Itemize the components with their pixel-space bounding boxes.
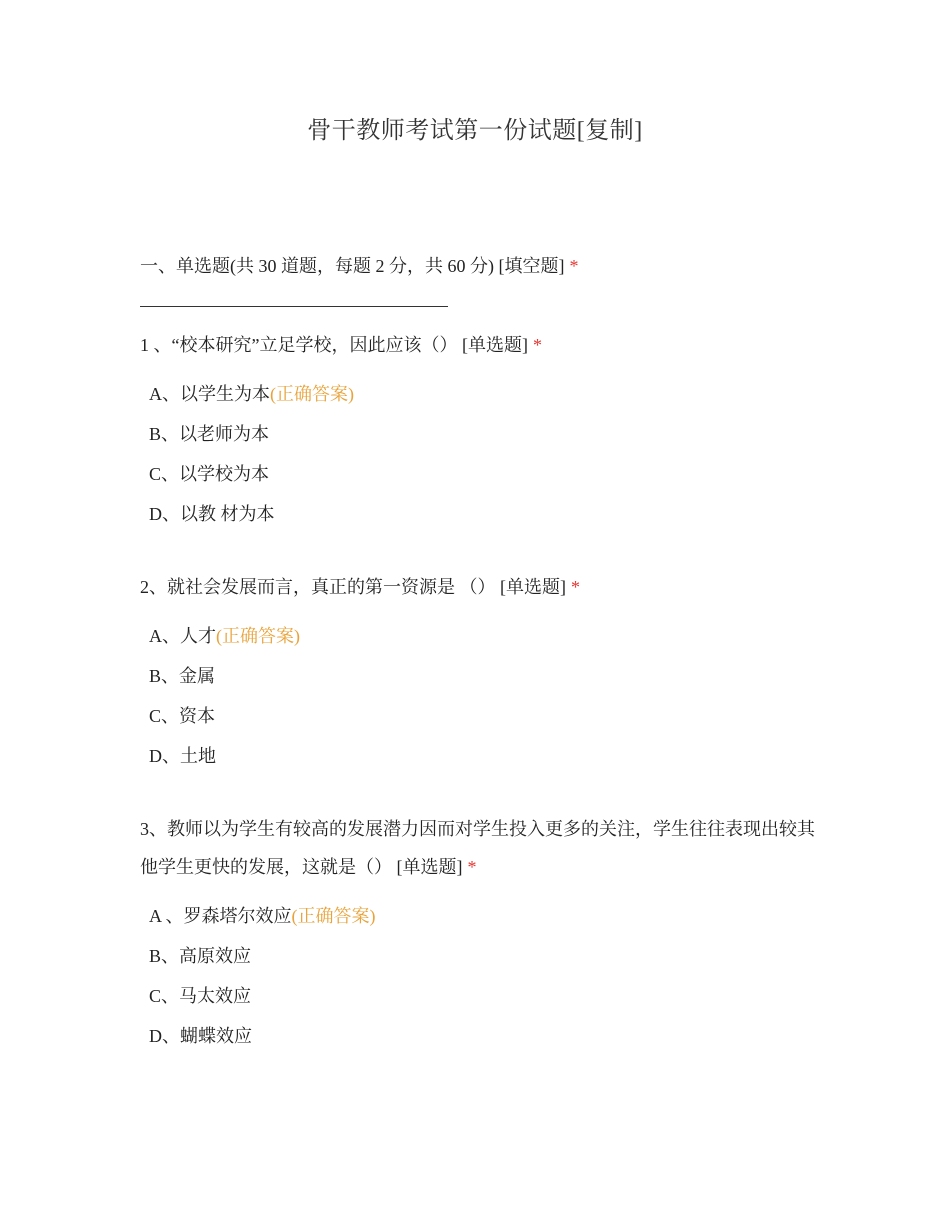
required-mark: *: [569, 256, 579, 276]
option-text: B、以老师为本: [149, 424, 270, 444]
required-mark: *: [532, 335, 542, 355]
option-text: C、马太效应: [149, 986, 252, 1006]
option-text: C、资本: [149, 706, 216, 726]
question-3-option-c[interactable]: [149, 982, 251, 1008]
section-heading: [140, 252, 578, 278]
question-2-option-c[interactable]: [149, 702, 215, 728]
section-heading-label: 一、单选题(共 30 道题，每题 2 分，共 60 分) [填空题]: [140, 256, 565, 276]
required-mark: *: [571, 577, 580, 597]
question-1-option-c[interactable]: [149, 460, 269, 486]
option-text: C、以学校为本: [149, 464, 270, 484]
required-mark: *: [467, 857, 477, 877]
question-3: [140, 810, 820, 886]
page-title: 骨干教师考试第一份试题[复制]: [307, 118, 643, 144]
correct-answer-tag: (正确答案): [291, 906, 376, 926]
question-1-option-a[interactable]: [149, 380, 354, 406]
question-3-option-b[interactable]: [149, 942, 251, 968]
question-1-option-d[interactable]: [149, 500, 275, 526]
question-text: 3、教师以为学生有较高的发展潜力因而对学生投入更多的关注，学生往往表现出较其他学生更快的发展，这就是（） [单选题]: [140, 819, 815, 877]
option-text: A、人才: [149, 626, 216, 646]
question-2-option-b[interactable]: [149, 662, 215, 688]
fill-in-blank-line[interactable]: [140, 306, 448, 307]
option-text: D、以教 材为本: [149, 504, 275, 524]
correct-answer-tag: (正确答案): [216, 626, 300, 646]
option-text: D、蝴蝶效应: [149, 1026, 252, 1046]
option-text: A、以学生为本: [149, 384, 270, 404]
question-text: 2、就社会发展而言，真正的第一资源是 （） [单选题]: [140, 577, 566, 597]
question-2-option-d[interactable]: [149, 742, 216, 768]
option-text: B、金属: [149, 666, 216, 686]
option-text: A 、罗森塔尔效应: [149, 906, 292, 926]
option-text: D、土地: [149, 746, 216, 766]
question-1: [140, 326, 820, 364]
option-text: B、高原效应: [149, 946, 252, 966]
question-1-option-b[interactable]: [149, 420, 269, 446]
question-3-option-a[interactable]: [149, 902, 376, 928]
question-2: [140, 568, 820, 606]
question-3-option-d[interactable]: [149, 1022, 252, 1048]
question-2-option-a[interactable]: [149, 622, 300, 648]
correct-answer-tag: (正确答案): [270, 384, 354, 404]
question-text: 1 、“校本研究”立足学校，因此应该（） [单选题]: [140, 335, 528, 355]
